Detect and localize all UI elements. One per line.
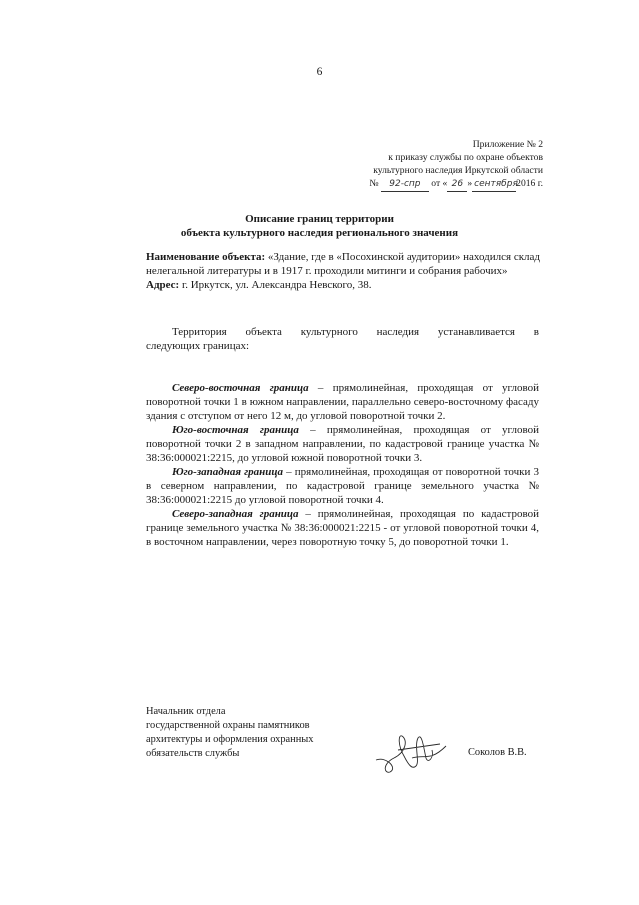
- signer-position-line: Начальник отдела: [146, 706, 226, 717]
- boundary-label: Северо-западная граница: [172, 508, 299, 520]
- order-month: сентября: [472, 178, 516, 192]
- object-name: [146, 250, 546, 278]
- object-name-value: «Здание, где в «Посохинской аудитории» находился склад нелегальной литературы и в 1917 г. проходили митинги и собрания рабочих»: [146, 251, 541, 277]
- object-address-label: Адрес:: [146, 279, 180, 291]
- boundaries-list: [146, 381, 539, 549]
- boundary-label: Северо-восточная граница: [172, 382, 309, 394]
- signer-position-line: архитектуры и оформления охранных: [146, 734, 314, 745]
- signer-position-line: государственной охраны памятников: [146, 720, 310, 731]
- quote-close: »: [467, 178, 473, 189]
- intro-line-1: Территория объекта культурного наследия устанавливается в: [172, 326, 539, 338]
- boundary-paragraph: [146, 423, 539, 465]
- object-address: [146, 278, 546, 292]
- title-line-2: объекта культурного наследия регионального значения: [180, 227, 459, 239]
- page-number: 6: [316, 66, 323, 78]
- boundary-paragraph: [146, 381, 539, 423]
- intro-line-2: следующих границах:: [146, 340, 250, 352]
- order-number: 92-спр: [381, 178, 429, 192]
- object-address-value: г. Иркутск, ул. Александра Невского, 38.: [181, 279, 372, 291]
- boundary-label: Юго-восточная граница: [172, 424, 299, 436]
- object-info: [146, 250, 546, 292]
- boundary-text: – прямолинейная, проходящая от поворотной точки 3 в северном направлении, по кадастровой границе земельного участка № 38:36:000021:2215 до угловой поворотной точки 4.: [146, 466, 539, 506]
- appendix-header: [369, 138, 543, 192]
- order-year: 2016 г.: [516, 178, 543, 189]
- object-name-label: Наименование объекта:: [146, 251, 266, 263]
- intro-paragraph: [146, 325, 539, 353]
- appendix-title: Приложение № 2: [472, 139, 543, 150]
- from-label: от «: [431, 178, 448, 189]
- title-line-1: Описание границ территории: [245, 213, 394, 225]
- document-title: [0, 212, 639, 240]
- appendix-line: к приказу службы по охране объектов: [388, 152, 543, 163]
- boundary-text: – прямолинейная, проходящая по кадастровой границе земельного участка № 38:36:000021:2215 - от угловой поворотной точки 4, в восточном направлении, через поворотную точку 5, до поворотной точки 1.: [146, 508, 539, 548]
- boundary-text: – прямолинейная, проходящая от угловой поворотной точки 1 в южном направлении, параллельно северо-восточному фасаду здания с отступом от него 12 м, до угловой поворотной точки 2.: [146, 382, 539, 422]
- signer-block: [146, 705, 406, 761]
- boundary-label: Юго-западная граница: [172, 466, 284, 478]
- boundary-paragraph: [146, 507, 539, 549]
- order-day: 26: [447, 178, 467, 192]
- signer-position-line: обязательств службы: [146, 748, 240, 759]
- order-reference: [369, 177, 543, 192]
- number-label: №: [369, 178, 379, 189]
- appendix-line: культурного наследия Иркутской области: [373, 165, 543, 176]
- signer-name: Соколов В.В.: [468, 747, 527, 758]
- boundary-paragraph: [146, 465, 539, 507]
- handwritten-signature: [368, 728, 458, 783]
- boundary-text: – прямолинейная, проходящая от угловой поворотной точки 2 в западном направлении, по кадастровой границе участка № 38:36:000021:2215, до угловой южной поворотной точки 3.: [146, 424, 539, 464]
